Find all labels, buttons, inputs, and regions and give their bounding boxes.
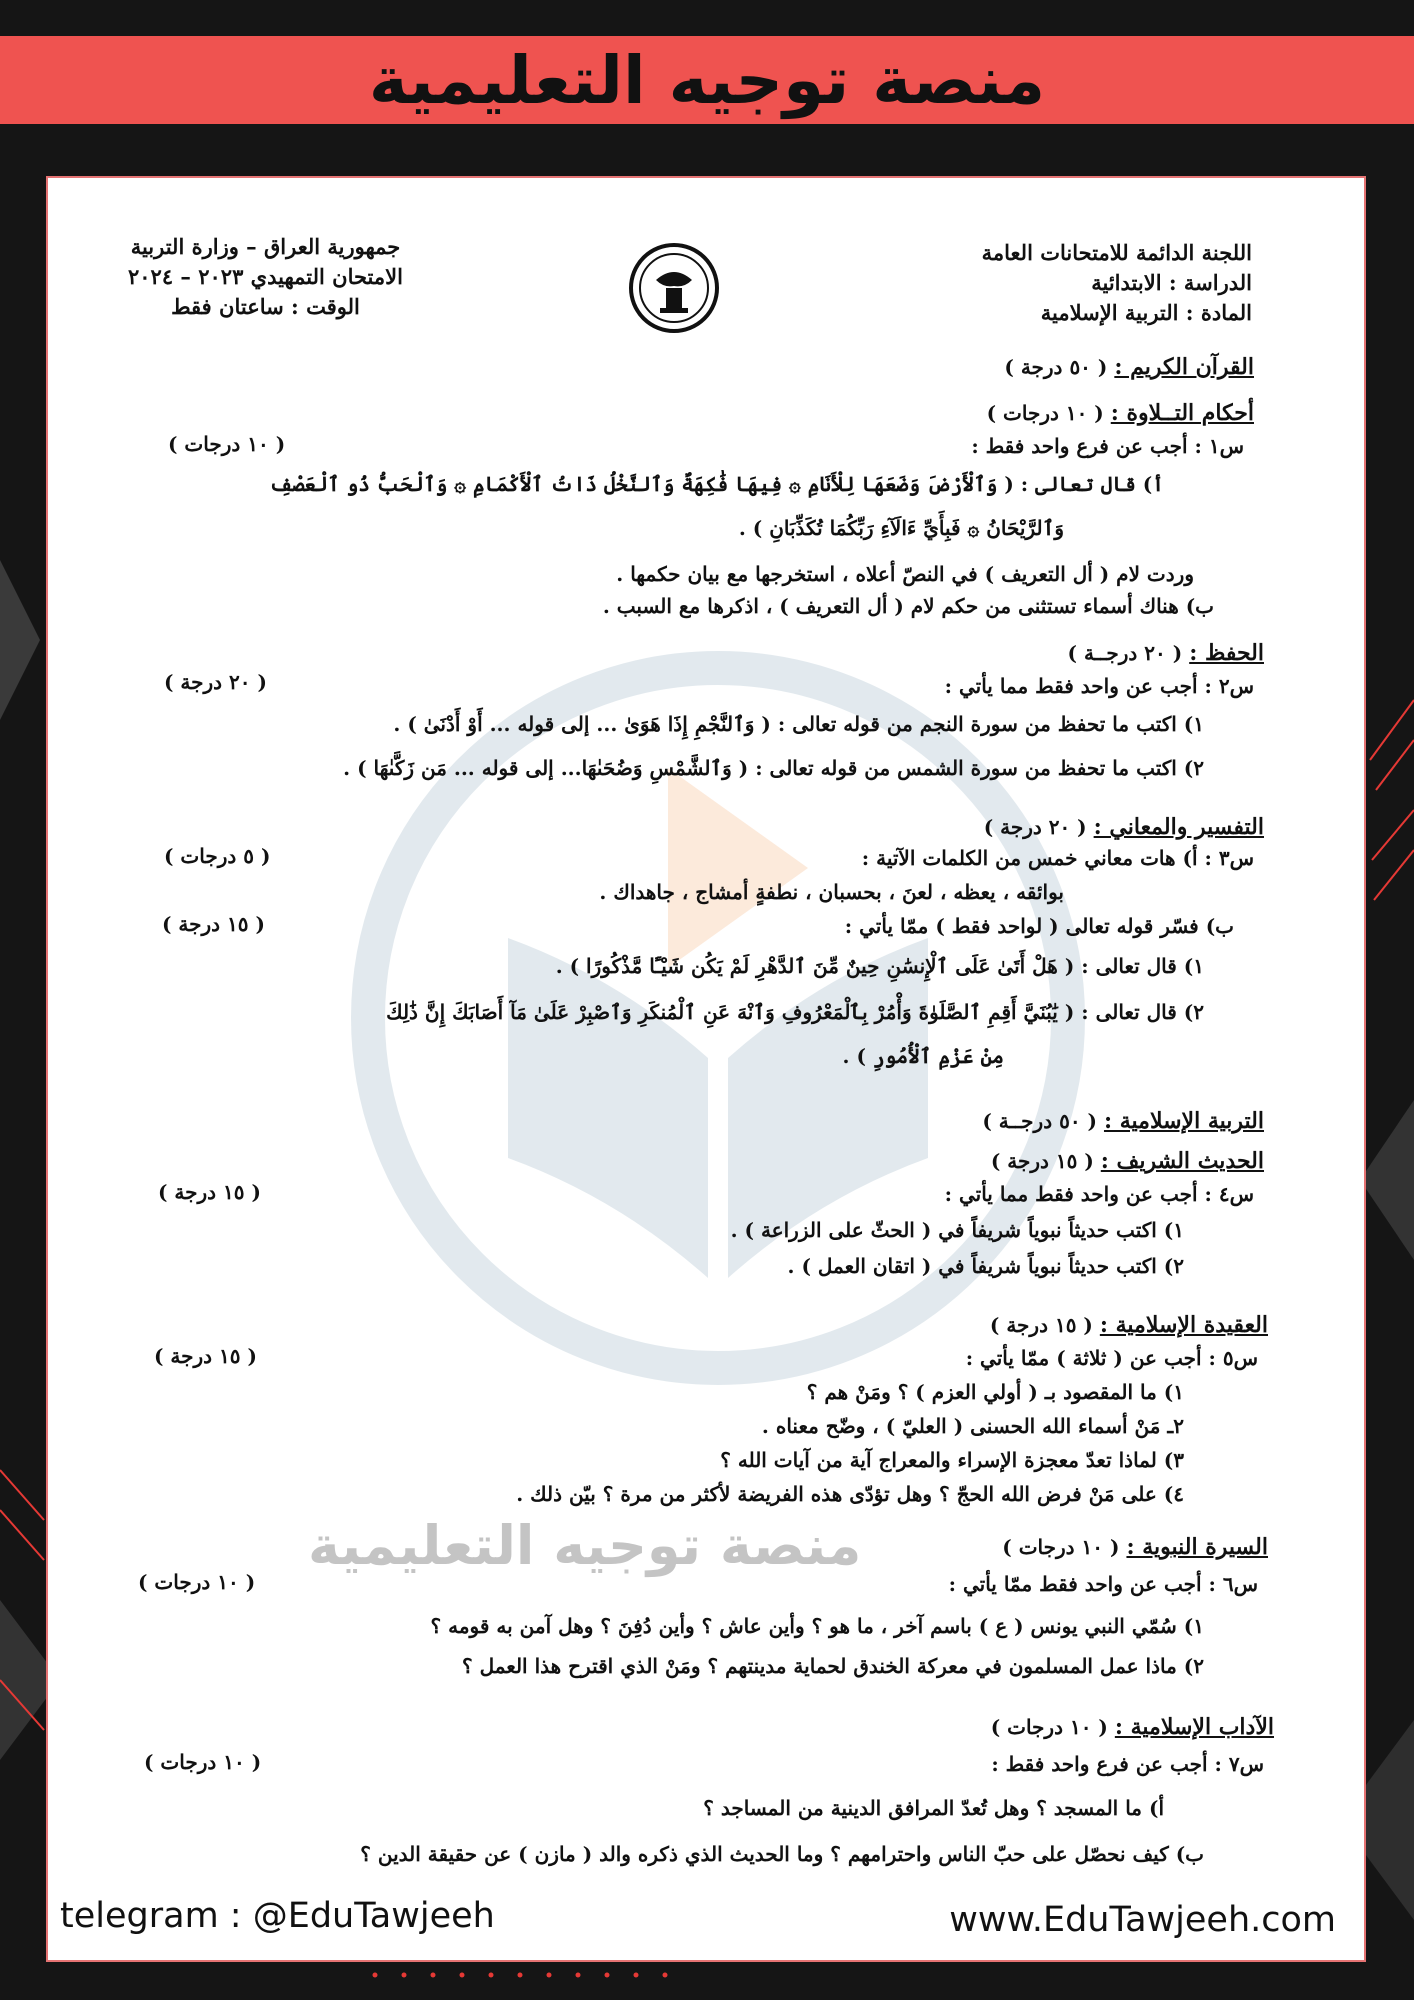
exam-paper [46,176,1366,1962]
row-text: ( ٥٠ درجة ) [1004,355,1108,379]
exam-line: الامتحان التمهيدي ٢٠٢٣ – ٢٠٢٤ [128,264,403,289]
marks-label: ( ١٠ درجات ) [144,1750,262,1774]
ministry-line: جمهورية العراق – وزارة التربية [130,234,401,259]
section-title: التفسير والمعاني : [1093,814,1264,840]
exam-row [360,1842,1204,1866]
exam-row [462,1654,1204,1678]
row-text: ١) ما المقصود بـ ( أولي العزم ) ؟ ومَنْ هم ؟ [806,1380,1184,1404]
row-text: ( ١٥ درجة ) [990,1149,1094,1173]
website-url: www.EduTawjeeh.com [949,1900,1336,1940]
exam-row [990,1312,1268,1338]
exam-row [945,674,1254,698]
exam-row [945,1182,1254,1206]
marks-label: ( ١٥ درجة ) [154,1344,257,1368]
row-text: ٢) ماذا عمل المسلمون في معركة الخندق لحماية مدينتهم ؟ ومَنْ الذي اقترح هذا العمل ؟ [462,1654,1204,1678]
row-text: س٣ : أ) هات معاني خمس من الكلمات الآتية : [861,846,1254,870]
banner-title: منصة توجيه التعليمية [368,41,1046,119]
time-line: الوقت : ساعتان فقط [171,294,360,319]
row-text: ب) فسّر قوله تعالى ( لواحد فقط ) ممّا يأتي : [844,914,1234,938]
marks-label: ( ١٠ درجات ) [138,1570,256,1594]
row-text: ٢ـ مَنْ أسماء الله الحسنى ( العليّ ) ، وضّح معناه . [761,1414,1184,1438]
telegram-handle: telegram : @EduTawjeeh [60,1896,495,1936]
exam-row [971,434,1244,458]
exam-row [556,954,1204,978]
header-right [982,238,1252,328]
marks-label: ( ٢٠ درجة ) [164,670,267,694]
row-text: ( ٢٠ درجــة ) [1067,641,1183,665]
exam-row [843,1044,1004,1068]
exam-row [616,562,1194,586]
row-text: ٢) اكتب ما تحفظ من سورة الشمس من قوله تعالى : ( وَٱلشَّمْسِ وَضُحَىٰهَا... إلى قوله ... مَن زَكَّىٰهَا ) . [343,756,1204,780]
watermark-text: منصة توجيه التعليمية [308,1514,862,1577]
row-text: ( ٥٠ درجــة ) [982,1109,1097,1133]
study-line: الدراسة : الابتدائية [1091,270,1252,295]
row-text: ( ١٠ درجات ) [990,1715,1108,1739]
section-title: الحفظ : [1189,640,1264,666]
subject-line: المادة : التربية الإسلامية [1040,300,1252,325]
row-text: س٧ : أجب عن فرع واحد فقط : [991,1752,1264,1776]
committee-line: اللجنة الدائمة للامتحانات العامة [981,240,1252,265]
exam-row [703,1796,1164,1820]
row-text: ١) سُمّي النبي يونس ( ع ) باسم آخر ، ما هو ؟ وأين عاش ؟ وأين دُفِنَ ؟ وهل آمن به قومه ؟ [430,1614,1204,1638]
marks-label: ( ١٥ درجة ) [158,1180,261,1204]
iraq-emblem-icon [628,242,720,334]
exam-row [807,1380,1184,1404]
row-text: ٤) على مَنْ فرض الله الحجّ ؟ وهل تؤدّى هذه الفريضة لأكثر من مرة ؟ بيّن ذلك . [516,1482,1184,1506]
banner [0,36,1414,124]
exam-row [1002,1534,1268,1560]
exam-row [269,472,1164,496]
exam-row [987,400,1254,426]
row-text: ب) هناك أسماء تستثنى من حكم لام ( أل التعريف ) ، اذكرها مع السبب . [602,594,1214,618]
row-text: س٦ : أجب عن واحد فقط ممّا يأتي : [948,1572,1258,1596]
marks-label: ( ٥ درجات ) [164,844,271,868]
section-title: أحكام التــلاوة : [1110,400,1254,426]
row-text: ٢) اكتب حديثاً نبوياً شريفاً في ( اتقان العمل ) . [787,1254,1184,1278]
row-text: ( ١٠ درجات ) [1002,1535,1120,1559]
row-text: ١) اكتب ما تحفظ من سورة النجم من قوله تعالى : ( وَٱلنَّجْمِ إِذَا هَوَىٰ ... إلى قوله ... أَوْ أَدْنَىٰ ) . [393,712,1204,736]
row-text: وردت لام ( أل التعريف ) في النصّ أعلاه ، استخرجها مع بيان حكمها . [616,562,1194,586]
exam-row [966,1346,1258,1370]
row-text: بوائقه ، يعظه ، لعنَ ، بحسبان ، نطفةٍ أمشاج ، جاهداك . [599,880,1064,904]
exam-row [603,594,1214,618]
row-text: مِنْ عَزْمِ ٱلْأُمُورِ ) . [842,1044,1004,1068]
row-text: ٢) قال تعالى : ( يَٰبُنَيَّ أَقِمِ ٱلصَّلَوٰةَ وَأْمُرْ بِٱلْمَعْرُوفِ وَٱنْهَ عَنِ ٱلْمُنكَرِ وَٱصْبِرْ عَلَىٰ مَآ أَصَابَكَ إِنَّ ذَٰلِكَ [386,1000,1204,1024]
section-title: الآداب الإسلامية : [1114,1714,1274,1740]
exam-row [343,756,1204,780]
row-text: ٣) لماذا تعدّ معجزة الإسراء والمعراج آية من آيات الله ؟ [720,1448,1184,1472]
row-text: أ) ما المسجد ؟ وهل تُعدّ المرافق الدينية من المساجد ؟ [703,1796,1164,1820]
exam-row [516,1482,1184,1506]
marks-label: ( ١٠ درجات ) [168,432,286,456]
row-text: وَٱلرَّيْحَانُ ۞ فَبِأَيِّ ءَالَآءِ رَبِّكُمَا تُكَذِّبَانِ ) . [738,516,1064,540]
exam-row [788,1254,1184,1278]
exam-row [991,1148,1264,1174]
row-text: أ) قال تعالى : ( وَٱلْأَرْضَ وَضَعَهَا لِلْأَنَامِ ۞ فِيهَا فَٰكِهَةٌ وَٱلنَّخْلُ ذَاتُ ٱلْأَكْمَامِ ۞ وَٱلْحَبُّ ذُو ٱلْعَصْفِ [269,472,1164,496]
row-text: س١ : أجب عن فرع واحد فقط : [971,434,1244,458]
row-text: س٥ : أجب عن ( ثلاثة ) ممّا يأتي : [965,1346,1258,1370]
exam-row [393,712,1204,736]
pagination-dots [370,1970,710,1980]
row-text: ( ١٥ درجة ) [989,1313,1093,1337]
exam-row [991,1714,1274,1740]
exam-row [431,1614,1204,1638]
row-text: س٤ : أجب عن واحد فقط مما يأتي : [944,1182,1254,1206]
section-title: العقيدة الإسلامية : [1099,1312,1268,1338]
row-text: ( ١٠ درجات ) [986,401,1104,425]
exam-row [845,914,1234,938]
section-title: القرآن الكريم : [1114,354,1254,380]
exam-row [1068,640,1264,666]
exam-row [731,1218,1184,1242]
exam-row [949,1572,1258,1596]
row-text: ١) قال تعالى : ( هَلْ أَتَىٰ عَلَى ٱلْإِنسَٰنِ حِينٌ مِّنَ ٱلدَّهْرِ لَمْ يَكُن شَيْـًٔا مَّذْكُورًا ) . [555,954,1204,978]
row-text: ١) اكتب حديثاً نبوياً شريفاً في ( الحثّ على الزراعة ) . [730,1218,1184,1242]
marks-label: ( ١٥ درجة ) [162,912,265,936]
section-title: التربية الإسلامية : [1103,1108,1264,1134]
exam-row [862,846,1254,870]
row-text: ( ٢٠ درجة ) [983,815,1087,839]
section-title: الحديث الشريف : [1100,1148,1264,1174]
exam-row [739,516,1064,540]
row-text: ب) كيف نحصّل على حبّ الناس واحترامهم ؟ وما الحديث الذي ذكره والد ( مازن ) عن حقيقة الدين ؟ [360,1842,1204,1866]
exam-row [599,880,1064,904]
exam-row [762,1414,1184,1438]
exam-row [720,1448,1184,1472]
exam-row [984,814,1264,840]
header-left [128,232,403,322]
exam-row [386,1000,1204,1024]
exam-row [991,1752,1264,1776]
row-text: س٢ : أجب عن واحد فقط مما يأتي : [944,674,1254,698]
exam-row [1004,354,1254,380]
exam-row [982,1108,1264,1134]
section-title: السيرة النبوية : [1126,1534,1268,1560]
